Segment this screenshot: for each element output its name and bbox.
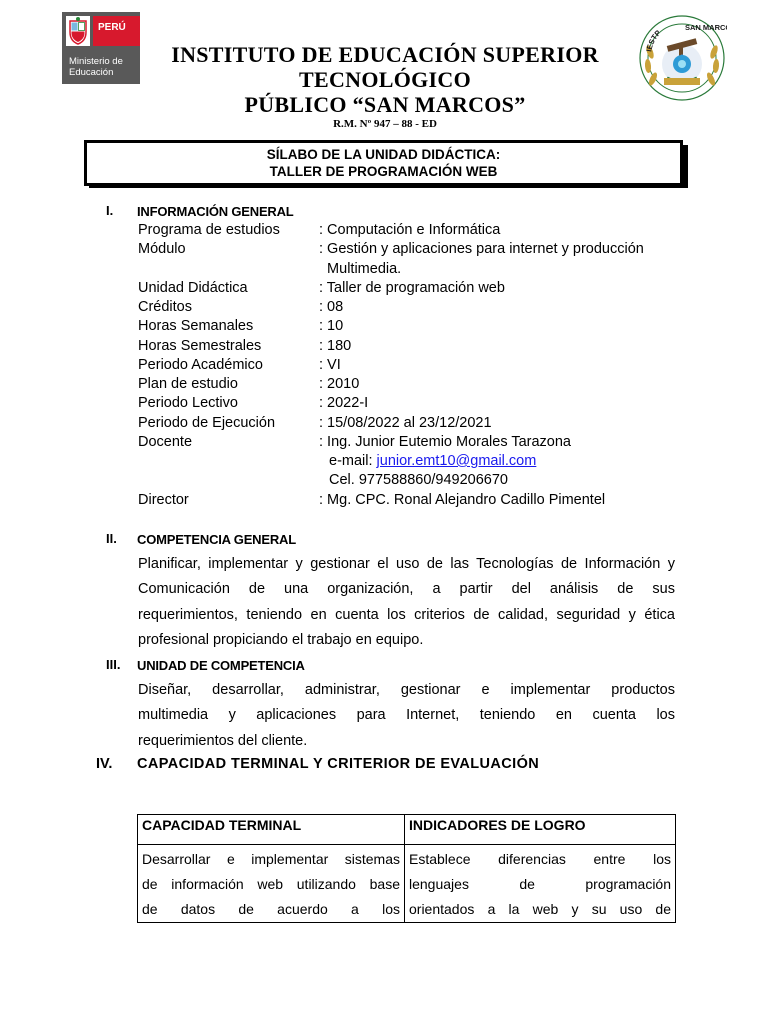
- institution-title-line: PÚBLICO “SAN MARCOS”: [244, 92, 526, 117]
- table-header-row: [138, 815, 676, 845]
- capacidad-table: [137, 814, 676, 923]
- info-row: [0, 337, 768, 357]
- seal-text: SAN MARC: [685, 23, 726, 32]
- info-label: Periodo Lectivo: [138, 395, 238, 411]
- seal-text: IESTP: [644, 28, 663, 53]
- iestp-seal-logo: [637, 12, 727, 104]
- info-value: : Ing. Junior Eutemio Morales Tarazona: [319, 434, 572, 450]
- section-heading: INFORMACIÓN GENERAL: [137, 204, 294, 219]
- info-row: [0, 356, 768, 376]
- minedu-logo: [62, 12, 140, 84]
- info-value: : 10: [319, 318, 344, 334]
- syllabus-title-line: TALLER DE PROGRAMACIÓN WEB: [269, 164, 498, 179]
- info-value: : VI: [319, 357, 341, 373]
- syllabus-title-box: [84, 140, 683, 186]
- table-row: [138, 845, 676, 923]
- info-row: [0, 491, 768, 511]
- info-row: [0, 414, 768, 434]
- coat-of-arms-icon: [66, 16, 90, 46]
- table-header-cell: INDICADORES DE LOGRO: [405, 815, 676, 845]
- info-row: [0, 279, 768, 299]
- section-number: I.: [106, 203, 114, 218]
- resolution-number: R.M. Nº 947 – 88 - ED: [333, 118, 437, 130]
- info-row: [0, 394, 768, 414]
- info-label: Programa de estudios: [138, 222, 280, 238]
- section-number: II.: [106, 531, 117, 546]
- info-label: Módulo: [138, 241, 186, 257]
- info-row: [0, 375, 768, 395]
- institution-title: [150, 42, 620, 117]
- section-number: IV.: [96, 756, 113, 772]
- info-value: : Computación e Informática: [319, 222, 501, 238]
- info-value: : 15/08/2022 al 23/12/2021: [319, 415, 492, 431]
- syllabus-title-line: SÍLABO DE LA UNIDAD DIDÁCTICA:: [266, 147, 501, 162]
- info-label: Créditos: [138, 299, 192, 315]
- info-label: Periodo Académico: [138, 357, 263, 373]
- table-cell-indicadores: Establece diferencias entre los lenguajes de programación orientados a la web y su uso de: [405, 845, 676, 923]
- info-row: [0, 221, 768, 241]
- info-value: : Mg. CPC. Ronal Alejandro Cadillo Pimentel: [319, 492, 606, 508]
- info-row: [0, 317, 768, 337]
- info-row: [0, 240, 768, 260]
- info-row: [0, 433, 768, 453]
- info-value: : Taller de programación web: [319, 280, 505, 296]
- info-label: Horas Semanales: [138, 318, 254, 334]
- section-heading: UNIDAD DE COMPETENCIA: [137, 658, 305, 673]
- info-value: : 08: [319, 299, 344, 315]
- info-label: Unidad Didáctica: [138, 280, 248, 296]
- section-heading: COMPETENCIA GENERAL: [137, 532, 296, 547]
- table-header-cell: CAPACIDAD TERMINAL: [138, 815, 405, 845]
- info-row: [0, 298, 768, 318]
- info-label: Docente: [138, 434, 193, 450]
- competencia-general-text: Planificar, implementar y gestionar el uso de las Tecnologías de Información y Comunicación de una organización, a partir del análisis de sus requerimientos, teniendo en cuenta los criterios de calidad, seguridad y ética profesional propiciando el trabajo en equipo.: [138, 556, 675, 648]
- info-value: : 2010: [319, 376, 360, 392]
- institution-title-line: INSTITUTO DE EDUCACIÓN SUPERIOR: [171, 42, 599, 67]
- info-label: Plan de estudio: [138, 376, 238, 392]
- peru-label: PERÚ: [98, 22, 126, 33]
- section-heading: CAPACIDAD TERMINAL Y CRITERIOR DE EVALUACIÓN: [137, 756, 540, 772]
- table-cell-capacidad: Desarrollar e implementar sistemas de información web utilizando base de datos de acuerdo a los: [138, 845, 405, 923]
- info-value: Multimedia.: [319, 261, 402, 277]
- info-label: Director: [138, 492, 189, 508]
- info-row: [0, 471, 768, 491]
- docente-phone: Cel. 977588860/949206670: [329, 472, 508, 488]
- info-label: Horas Semestrales: [138, 338, 262, 354]
- info-row: [0, 452, 768, 472]
- ministry-label: Ministerio de Educación: [69, 56, 123, 78]
- institution-title-line: TECNOLÓGICO: [299, 67, 471, 92]
- info-value: : 180: [319, 338, 352, 354]
- docente-email-row: e-mail: junior.emt10@gmail.com: [329, 453, 537, 469]
- info-value: : 2022-I: [319, 395, 369, 411]
- info-label: Periodo de Ejecución: [138, 415, 276, 431]
- email-link[interactable]: junior.emt10@gmail.com: [376, 453, 537, 469]
- info-row: [0, 260, 768, 280]
- unidad-competencia-text: Diseñar, desarrollar, administrar, gestionar e implementar productos multimedia y aplicaciones para Internet, teniendo en cuenta los requerimientos del cliente.: [138, 682, 675, 749]
- section-number: III.: [106, 657, 121, 672]
- info-value: : Gestión y aplicaciones para internet y producción: [319, 241, 644, 257]
